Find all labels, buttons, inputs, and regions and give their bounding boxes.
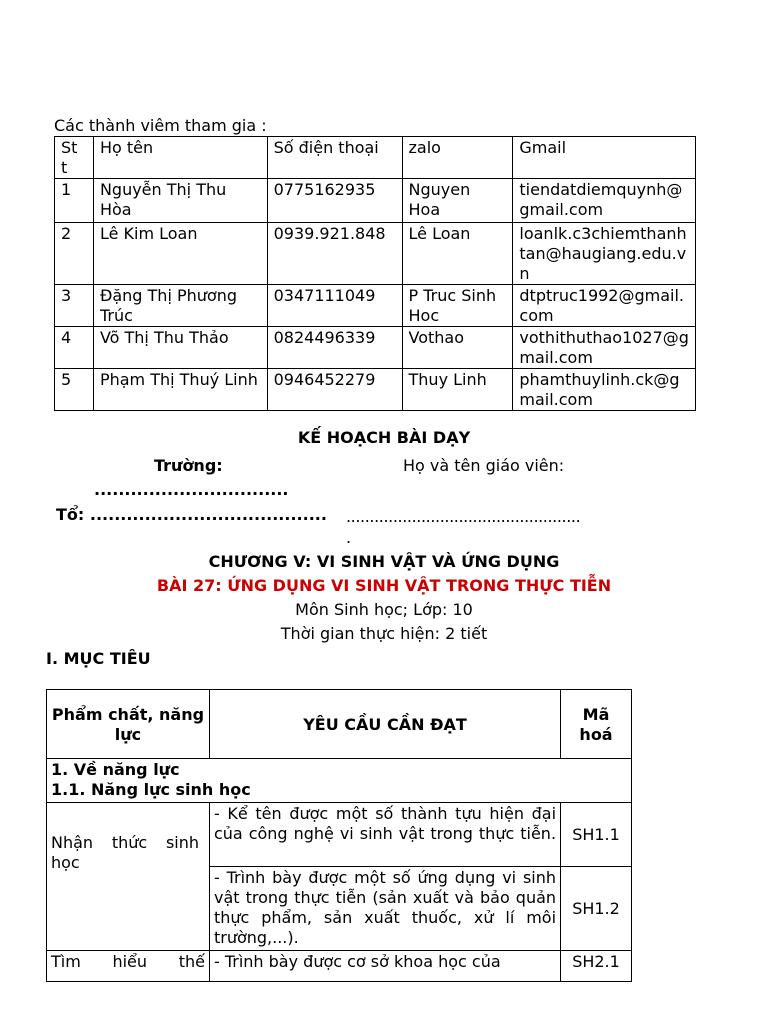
cell-gmail: phamthuylinh.ck@gmail.com (513, 369, 696, 411)
cell-phone: 0775162935 (267, 179, 402, 223)
cell-requirement: - Trình bày được cơ sở khoa học của (209, 951, 560, 982)
cell-name: Nguyễn Thị Thu Hòa (93, 179, 267, 223)
objectives-header-row (47, 690, 632, 759)
members-caption: Các thành viêm tham gia : (54, 116, 267, 135)
header-name: Họ tên (93, 137, 267, 179)
cell-gmail: tiendatdiemquynh@gmail.com (513, 179, 696, 223)
cell-code: SH1.1 (561, 803, 632, 867)
group-heading (47, 759, 632, 803)
cell-zalo: P Truc Sinh Hoc (402, 285, 513, 327)
cell-phone: 0347111049 (267, 285, 402, 327)
table-row (55, 285, 696, 327)
cell-name: Võ Thị Thu Thảo (93, 327, 267, 369)
cell-name: Phạm Thị Thuý Linh (93, 369, 267, 411)
subject-line: Môn Sinh học; Lớp: 10 (295, 600, 473, 619)
chapter-title: CHƯƠNG V: VI SINH VẬT VÀ ỨNG DỤNG (208, 552, 560, 571)
cell-phone: 0946452279 (267, 369, 402, 411)
table-row (55, 223, 696, 285)
cell-phone: 0939.921.848 (267, 223, 402, 285)
cell-requirement: - Kể tên được một số thành tựu hiện đại của công nghệ vi sinh vật trong thực tiễn. (209, 803, 560, 867)
school-dots: ................................ (94, 480, 289, 499)
cell-phone: 0824496339 (267, 327, 402, 369)
cell-stt: 1 (55, 179, 94, 223)
cell-zalo: Nguyen Hoa (402, 179, 513, 223)
cell-gmail: vothithuthao1027@gmail.com (513, 327, 696, 369)
group-row (47, 759, 632, 803)
members-header-row (55, 137, 696, 179)
header-stt: St t (55, 137, 94, 179)
school-label: Trường: (154, 456, 223, 475)
cell-stt: 2 (55, 223, 94, 285)
table-row (47, 803, 632, 867)
objectives-table (46, 689, 632, 982)
cell-gmail: loanlk.c3chiemthanhtan@haugiang.edu.vn (513, 223, 696, 285)
header-requirement: YÊU CẦU CẦN ĐẠT (209, 690, 560, 759)
cell-zalo: Thuy Linh (402, 369, 513, 411)
cell-gmail: dtptruc1992@gmail.com (513, 285, 696, 327)
teacher-dots-end: . (346, 528, 352, 547)
header-quality: Phẩm chất, năng lực (47, 690, 210, 759)
cell-quality (47, 803, 210, 951)
table-row (55, 369, 696, 411)
header-phone: Số điện thoại (267, 137, 402, 179)
members-table (54, 136, 696, 411)
section-heading: I. MỤC TIÊU (46, 649, 151, 668)
cell-name: Lê Kim Loan (93, 223, 267, 285)
lesson-title: BÀI 27: ỨNG DỤNG VI SINH VẬT TRONG THỰC TIỄN (156, 576, 612, 595)
table-row (55, 179, 696, 223)
cell-requirement: - Trình bày được một số ứng dụng vi sinh vật trong thực tiễn (sản xuất và bảo quản thực phẩm, sản xuất thuốc, xử lí môi trường,...). (209, 867, 560, 951)
teacher-label: Họ và tên giáo viên: (403, 456, 565, 475)
plan-title: KẾ HOẠCH BÀI DẠY (297, 428, 471, 447)
header-zalo: zalo (402, 137, 513, 179)
quality-text: Nhận thức sinh học (51, 833, 199, 872)
cell-code: SH2.1 (561, 951, 632, 982)
table-row (47, 951, 632, 982)
cell-zalo: Vothao (402, 327, 513, 369)
table-row (55, 327, 696, 369)
header-code: Mã hoá (561, 690, 632, 759)
duration-line: Thời gian thực hiện: 2 tiết (280, 624, 488, 643)
teacher-dots: .................................................. (346, 507, 581, 526)
group-label: Tổ: ....................................... (56, 505, 327, 524)
cell-code: SH1.2 (561, 867, 632, 951)
cell-name: Đặng Thị Phương Trúc (93, 285, 267, 327)
cell-stt: 4 (55, 327, 94, 369)
group-line-2: 1.1. Năng lực sinh học (51, 780, 251, 799)
cell-quality: Tìm hiểu thế (47, 951, 210, 982)
cell-zalo: Lê Loan (402, 223, 513, 285)
cell-stt: 3 (55, 285, 94, 327)
cell-stt: 5 (55, 369, 94, 411)
group-line-1: 1. Về năng lực (51, 760, 180, 779)
header-gmail: Gmail (513, 137, 696, 179)
